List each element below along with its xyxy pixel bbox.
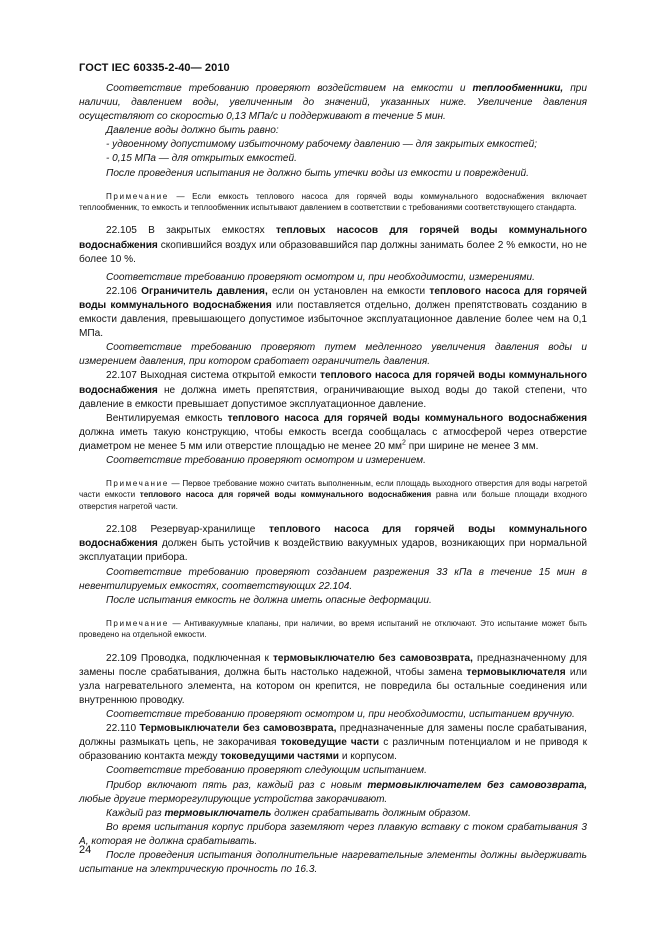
superscript: 2	[401, 439, 406, 447]
text: любые другие терморегулирующие устройства закорачивают.	[79, 793, 388, 805]
text: 22.109 Проводка, подключенная к	[106, 652, 273, 664]
term: теплообменники,	[472, 83, 564, 94]
page-content	[79, 82, 587, 877]
note-2	[79, 478, 587, 512]
paragraph-pressure-test	[79, 82, 587, 124]
compliance-check: Соответствие требованию проверяют путем медленного увеличения давления воды и измерением давления, при котором сработает ограничитель давления.	[79, 342, 587, 368]
clause-22-105	[79, 224, 587, 266]
text: если он установлен на емкости	[267, 285, 430, 297]
term: термовыключатель	[164, 807, 272, 819]
text: с различным потенциалом и не приводя к образованию контакта между	[79, 737, 587, 763]
list-item: - удвоенному допустимому избыточному рабочему давлению — для закрытых емкостей;	[106, 139, 538, 151]
text: Вентилируемая емкость	[106, 412, 228, 424]
text: при наличии, давлением воды, увеличенным до значений, указанных ниже. Увеличение давления осуществляют со скоростью 0,13 МПа/с и поддерживают в течение 5 мин.	[79, 83, 587, 123]
term: теплового насоса для горячей воды коммунального водоснабжения	[79, 524, 588, 550]
note-text: — Антивакуумные клапаны, при наличии, во время испытаний не отключают. Это испытание может быть проведено на отдельной емкости.	[79, 618, 587, 640]
term: токоведущие части	[280, 737, 380, 749]
term: теплового насоса для горячей воды коммунального водоснабжения	[139, 490, 432, 500]
text: и корпусом.	[339, 751, 397, 763]
text: или поставляется отдельно, должен препятствовать созданию в емкости давления, превышающего допустимое избыточное эксплуатационное давление более чем на 0,1 МПа.	[79, 299, 587, 340]
paragraph-after-test: После испытания емкость не должна иметь опасные деформации.	[106, 594, 432, 606]
text: 22.106	[106, 285, 142, 297]
clause-22-109	[79, 652, 587, 708]
test-step: После проведения испытания дополнительные нагревательные элементы должны выдерживать испытание на электрическую прочность по 16.3.	[79, 849, 587, 876]
compliance-check: Соответствие требованию проверяют созданием разрежения 33 кПа в течение 15 мин в невентилируемых емкостях, соответствующих 22.104.	[79, 566, 587, 592]
term: тепловых насосов для горячей воды коммунального водоснабжения	[79, 225, 587, 251]
term: термовыключателя	[466, 666, 566, 678]
note-3	[79, 618, 587, 641]
note-text: равна или больше площади входного отверстия нагретой части.	[79, 490, 588, 511]
term: термовыключателем без самовозврата,	[367, 779, 587, 791]
text: 22.105 В закрытых емкостях	[106, 225, 276, 237]
term: токоведущими частями	[220, 751, 340, 763]
text: 22.108 Резервуар-хранилище	[106, 524, 269, 536]
compliance-check: Соответствие требованию проверяют осмотром и, при необходимости, испытанием вручную.	[106, 709, 575, 721]
test-step	[79, 779, 587, 807]
text: 22.110	[106, 723, 140, 735]
page-number: 24	[79, 844, 92, 856]
text: или узла нагревательного элемента, на котором он крепится, не повредила бы остальные соединения или внутреннюю проводку.	[79, 666, 587, 706]
text: 22.107 Выходная система открытой емкости	[106, 370, 321, 382]
text: предназначенному для замены после срабатывания, должна быть настолько надежной, чтобы замена	[79, 652, 587, 678]
note-1	[79, 191, 587, 214]
test-step: Во время испытания корпус прибора заземляют через плавкую вставку с током срабатывания 3 А, которая не должна срабатывать.	[79, 821, 587, 847]
text: скопившийся воздух или образовавшийся пар должны занимать более 2 % емкости, но не более 10 %.	[79, 239, 587, 265]
text: Прибор включают пять раз, каждый раз с новым	[106, 779, 368, 791]
text: предназначенные для замены после срабатывания, должны размыкать цепь, не закорачивая	[79, 723, 587, 749]
clause-22-110	[79, 722, 587, 764]
clause-22-107	[79, 369, 587, 411]
text: Каждый раз	[106, 807, 165, 819]
note-label: Примечание	[106, 479, 169, 489]
clause-22-106	[79, 285, 587, 341]
term: термовыключателю без самовозврата,	[272, 652, 473, 664]
paragraph-pressure-equal: Давление воды должно быть равно:	[106, 125, 279, 137]
note-text: — Если емкость теплового насоса для горячей воды коммунального водоснабжения включает теплообменник, то емкость и теплообменник испытывают давлением в соответствии с требованиями соответствующего стандарта.	[79, 191, 587, 213]
compliance-check: Соответствие требованию проверяют осмотром и, при необходимости, измерениями.	[106, 271, 535, 283]
term: Ограничитель давления,	[141, 285, 268, 297]
text: не должна иметь препятствия, ограничивающие выход воды до такой степени, что давление в емкости превышает допустимое эксплуатационное давление.	[79, 384, 587, 410]
text: должна иметь такую конструкцию, чтобы емкость всегда сообщалась с атмосферой через отверстие диаметром не менее 5 мм или отверстие площадью не менее 20 мм	[79, 426, 587, 452]
test-step	[79, 807, 587, 821]
compliance-check: Соответствие требованию проверяют следующим испытанием.	[106, 765, 427, 777]
paragraph-after-test: После проведения испытания не должно быть утечки воды из емкости и повреждений.	[106, 167, 529, 179]
term: Термовыключатели без самовозврата,	[139, 723, 337, 735]
text: Соответствие требованию проверяют воздействием на емкости и	[106, 83, 473, 94]
term: теплового насоса для горячей воды коммунального водоснабжения	[227, 412, 587, 424]
note-label: Примечание	[106, 618, 169, 628]
clause-22-108	[79, 523, 587, 565]
text: должен срабатывать должным образом.	[271, 807, 471, 819]
clause-22-107-vented	[79, 412, 587, 454]
text: должен быть устойчив к воздействию вакуумных ударов, возникающих при нормальной эксплуатации прибора.	[79, 538, 587, 564]
page-header: ГОСТ IEC 60335-2-40— 2010	[79, 62, 230, 74]
term: теплового насоса для горячей воды коммунального водоснабжения	[79, 285, 587, 311]
text: при ширине не менее 3 мм.	[405, 440, 539, 452]
term: теплового насоса для горячей воды коммунального водоснабжения	[79, 370, 587, 396]
list-item: - 0,15 МПа — для открытых емкостей.	[106, 153, 297, 165]
note-text: — Первое требование можно считать выполненным, если площадь выходного отверстия для воды нагретой части емкости	[79, 479, 587, 500]
note-label: Примечание	[106, 191, 169, 201]
compliance-check: Соответствие требованию проверяют осмотром и измерением.	[106, 454, 426, 466]
